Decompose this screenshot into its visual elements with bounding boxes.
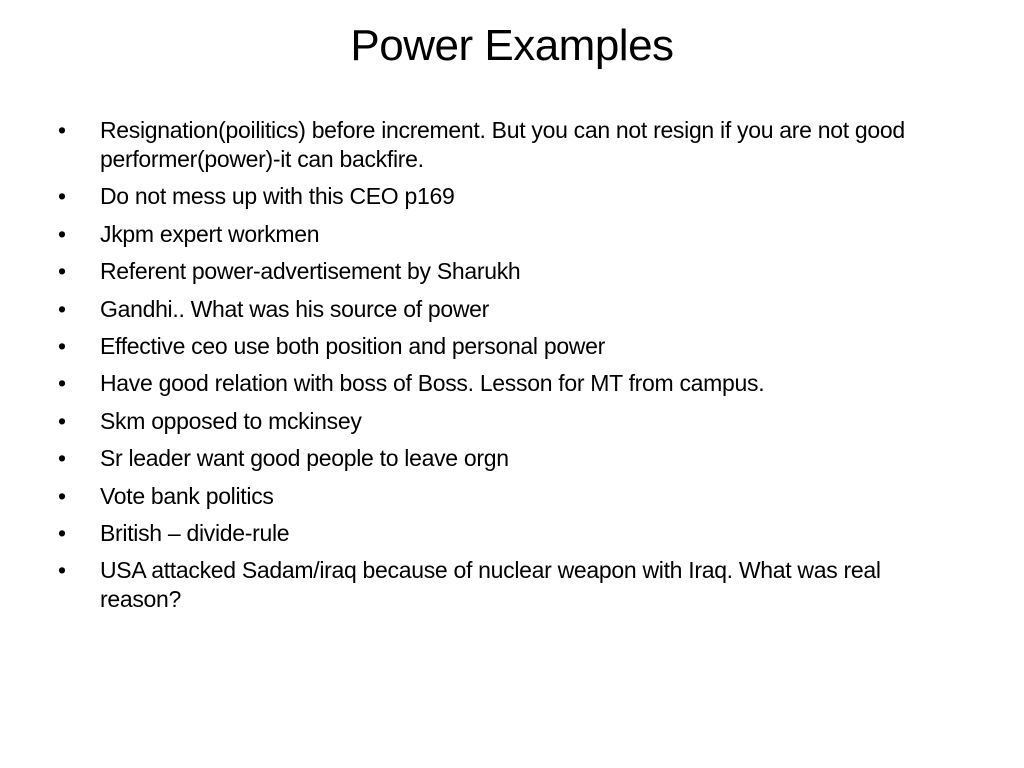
bullet-icon: •: [58, 519, 66, 546]
bullet-icon: •: [58, 445, 66, 472]
list-item: [58, 482, 958, 511]
list-item: [58, 182, 958, 211]
bullet-text: Skm opposed to mckinsey: [100, 407, 362, 434]
bullet-icon: •: [58, 482, 66, 509]
bullet-icon: •: [58, 258, 66, 285]
list-item: [58, 220, 958, 249]
bullet-icon: •: [58, 557, 66, 584]
bullet-text: British – divide-rule: [100, 519, 290, 546]
bullet-text: Do not mess up with this CEO p169: [100, 183, 455, 210]
list-item: [58, 116, 958, 174]
list-item: [58, 369, 958, 398]
bullet-text: Referent power-advertisement by Sharukh: [100, 258, 521, 285]
bullet-icon: •: [58, 332, 66, 359]
bullet-list: [58, 116, 958, 623]
bullet-icon: •: [58, 407, 66, 434]
list-item: [58, 295, 958, 324]
bullet-text: Vote bank politics: [100, 482, 274, 509]
list-item: [58, 257, 958, 286]
bullet-text: Sr leader want good people to leave orgn: [100, 445, 509, 472]
bullet-text: Effective ceo use both position and personal power: [100, 332, 605, 359]
bullet-icon: •: [58, 295, 66, 322]
list-item: [58, 556, 958, 614]
bullet-icon: •: [58, 183, 66, 210]
list-item: [58, 444, 958, 473]
bullet-text: Have good relation with boss of Boss. Lesson for MT from campus.: [100, 370, 765, 397]
bullet-icon: •: [58, 220, 66, 247]
bullet-text: USA attacked Sadam/iraq because of nuclear weapon with Iraq. What was real reason?: [100, 557, 881, 613]
list-item: [58, 407, 958, 436]
bullet-icon: •: [58, 117, 66, 143]
list-item: [58, 519, 958, 548]
bullet-text: Resignation(poilitics) before increment. But you can not resign if you are not good performer(power)-it can backfire.: [100, 117, 905, 172]
list-item: [58, 332, 958, 361]
bullet-text: Jkpm expert workmen: [100, 220, 320, 247]
bullet-icon: •: [58, 370, 66, 397]
bullet-text: Gandhi.. What was his source of power: [100, 295, 490, 322]
slide-title: Power Examples: [350, 21, 674, 70]
